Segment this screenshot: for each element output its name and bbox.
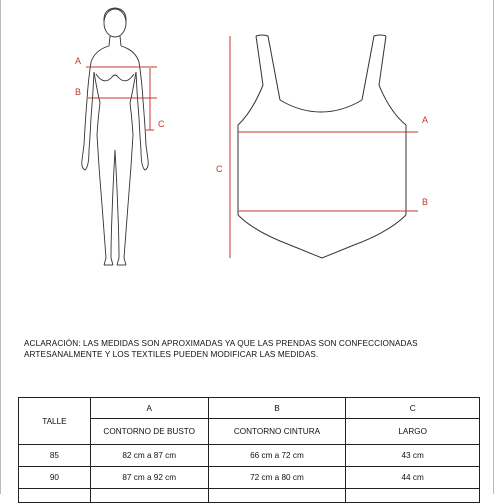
body-label-a: A <box>75 56 82 66</box>
body-label-b: B <box>75 87 82 97</box>
size-cell: 85 <box>19 445 91 467</box>
size-cell <box>19 489 91 503</box>
column-header-bust: CONTORNO DE BUSTO <box>90 419 208 445</box>
length-cell <box>346 489 480 503</box>
column-letter-a: A <box>90 398 208 419</box>
size-cell: 90 <box>19 467 91 489</box>
length-cell: 43 cm <box>346 445 480 467</box>
waist-cell <box>208 489 346 503</box>
table-letter-row <box>19 398 480 419</box>
table-row <box>19 467 480 489</box>
body-silhouette <box>82 8 148 265</box>
size-header: TALLE <box>19 398 91 445</box>
waist-cell: 72 cm a 80 cm <box>208 467 346 489</box>
size-table <box>18 397 480 503</box>
garment-label-a: A <box>422 115 429 125</box>
body-label-c: C <box>158 119 165 129</box>
column-letter-c: C <box>346 398 480 419</box>
bust-cell: 87 cm a 92 cm <box>90 467 208 489</box>
table-row <box>19 489 480 503</box>
table-row <box>19 445 480 467</box>
column-letter-b: B <box>208 398 346 419</box>
bust-cell: 82 cm a 87 cm <box>90 445 208 467</box>
garment-label-c: C <box>216 164 223 174</box>
bust-cell <box>90 489 208 503</box>
garment-label-b: B <box>422 197 429 207</box>
column-header-length: LARGO <box>346 419 480 445</box>
length-cell: 44 cm <box>346 467 480 489</box>
body-measure-lines <box>86 67 157 130</box>
disclaimer-note: ACLARACIÓN: LAS MEDIDAS SON APROXIMADAS YA QUE LAS PRENDAS SON CONFECCIONADAS ARTESANALMENTE Y LOS TEXTILES PUEDEN MODIFICAR LAS MEDIDAS. <box>24 339 418 359</box>
column-header-waist: CONTORNO CINTURA <box>208 419 346 445</box>
garment-outline <box>238 35 406 258</box>
waist-cell: 66 cm a 72 cm <box>208 445 346 467</box>
garment-measure-lines <box>230 36 418 258</box>
